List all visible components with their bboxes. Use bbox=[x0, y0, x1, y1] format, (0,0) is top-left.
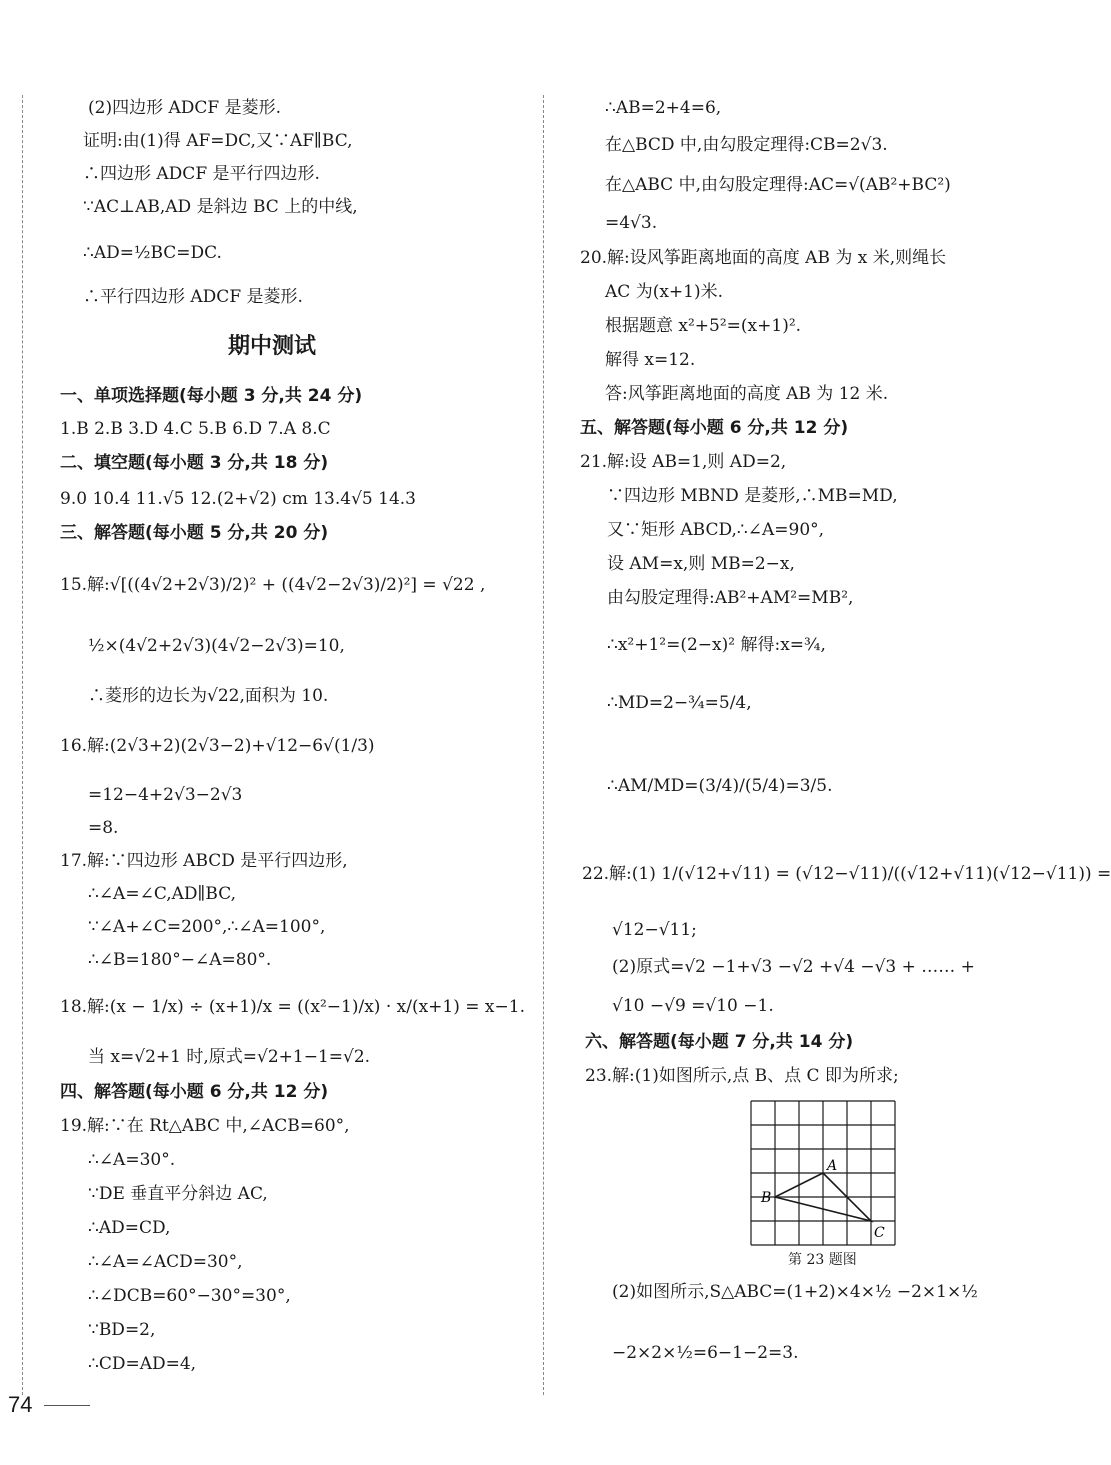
q21-line-6: ∴x²+1²=(2−x)² 解得:x=¾, bbox=[607, 635, 826, 655]
q19-line-1: 19.解:∵在 Rt△ABC 中,∠ACB=60°, bbox=[60, 1116, 350, 1136]
section-6-heading: 六、解答题(每小题 7 分,共 14 分) bbox=[585, 1032, 854, 1052]
section-5-heading: 五、解答题(每小题 6 分,共 12 分) bbox=[580, 418, 849, 438]
q21-line-8: ∴AM/MD=(3/4)/(5/4)=3/5. bbox=[607, 776, 833, 796]
q18-line-1: 18.解:(x − 1/x) ÷ (x+1)/x = ((x²−1)/x) · x/(x+1) = x−1. bbox=[60, 997, 525, 1017]
section-4-heading: 四、解答题(每小题 6 分,共 12 分) bbox=[60, 1082, 329, 1102]
q20-line-5: 答:风筝距离地面的高度 AB 为 12 米. bbox=[605, 384, 889, 404]
left-line-5: ∴AD=½BC=DC. bbox=[83, 243, 222, 263]
q21-line-5: 由勾股定理得:AB²+AM²=MB², bbox=[607, 588, 854, 608]
q19-line-2: ∴∠A=30°. bbox=[88, 1150, 176, 1170]
q17-line-2: ∴∠A=∠C,AD∥BC, bbox=[88, 884, 237, 904]
q15-line-3: ∴菱形的边长为√22,面积为 10. bbox=[88, 686, 329, 706]
left-line-1: (2)四边形 ADCF 是菱形. bbox=[88, 98, 282, 118]
q16-line-2: =12−4+2√3−2√3 bbox=[88, 785, 243, 805]
q20-line-2: AC 为(x+1)米. bbox=[605, 282, 724, 302]
q22-line-2: √12−√11; bbox=[612, 920, 697, 940]
q23-line-1: 23.解:(1)如图所示,点 B、点 C 即为所求; bbox=[585, 1066, 899, 1086]
section-2-answers: 9.0 10.4 11.√5 12.(2+√2) cm 13.4√5 14.3 bbox=[60, 489, 416, 509]
figure-caption: 第 23 题图 bbox=[788, 1252, 857, 1268]
right-line-1: ∴AB=2+4=6, bbox=[605, 98, 722, 118]
q19-line-8: ∴CD=AD=4, bbox=[88, 1354, 197, 1374]
q21-line-7: ∴MD=2−¾=5/4, bbox=[607, 693, 752, 713]
q19-line-3: ∵DE 垂直平分斜边 AC, bbox=[88, 1184, 268, 1204]
left-line-4: ∵AC⊥AB,AD 是斜边 BC 上的中线, bbox=[83, 197, 358, 217]
q19-line-7: ∵BD=2, bbox=[88, 1320, 156, 1340]
q20-line-4: 解得 x=12. bbox=[605, 350, 696, 370]
q22-line-1: 22.解:(1) 1/(√12+√11) = (√12−√11)/((√12+√11)(√12−√11)) = bbox=[582, 864, 1111, 884]
right-line-4: =4√3. bbox=[605, 213, 658, 233]
q19-line-6: ∴∠DCB=60°−30°=30°, bbox=[88, 1286, 291, 1306]
page-number-rule bbox=[44, 1405, 90, 1406]
q23-line-2: (2)如图所示,S△ABC=(1+2)×4×½ −2×1×½ bbox=[612, 1282, 978, 1302]
left-line-2: 证明:由(1)得 AF=DC,又∵AF∥BC, bbox=[83, 131, 353, 151]
q21-line-1: 21.解:设 AB=1,则 AD=2, bbox=[580, 452, 787, 472]
q15-line-1: 15.解:√[((4√2+2√3)/2)² + ((4√2−2√3)/2)²] = √22 , bbox=[60, 575, 486, 595]
label-a: A bbox=[827, 1158, 838, 1174]
column-divider-center bbox=[543, 95, 544, 1395]
q16-line-1: 16.解:(2√3+2)(2√3−2)+√12−6√(1/3) bbox=[60, 736, 375, 756]
q22-line-4: √10 −√9 =√10 −1. bbox=[612, 996, 774, 1016]
right-line-2: 在△BCD 中,由勾股定理得:CB=2√3. bbox=[605, 135, 888, 155]
q17-line-3: ∵∠A+∠C=200°,∴∠A=100°, bbox=[88, 917, 326, 937]
q23-grid-figure bbox=[748, 1098, 898, 1248]
column-divider-left bbox=[22, 95, 23, 1395]
q19-line-5: ∴∠A=∠ACD=30°, bbox=[88, 1252, 243, 1272]
right-line-3: 在△ABC 中,由勾股定理得:AC=√(AB²+BC²) bbox=[605, 175, 951, 195]
page-number: 74 bbox=[8, 1392, 33, 1417]
q21-line-3: 又∵矩形 ABCD,∴∠A=90°, bbox=[607, 520, 825, 540]
section-1-heading: 一、单项选择题(每小题 3 分,共 24 分) bbox=[60, 386, 363, 406]
section-title: 期中测试 bbox=[228, 334, 317, 359]
q17-line-1: 17.解:∵四边形 ABCD 是平行四边形, bbox=[60, 851, 348, 871]
q19-line-4: ∴AD=CD, bbox=[88, 1218, 171, 1238]
q22-line-3: (2)原式=√2 −1+√3 −√2 +√4 −√3 + …… + bbox=[612, 957, 975, 977]
left-line-3: ∴四边形 ADCF 是平行四边形. bbox=[83, 164, 320, 184]
section-3-heading: 三、解答题(每小题 5 分,共 20 分) bbox=[60, 523, 329, 543]
q20-line-3: 根据题意 x²+5²=(x+1)². bbox=[605, 316, 802, 336]
q21-line-2: ∵四边形 MBND 是菱形,∴MB=MD, bbox=[607, 486, 898, 506]
section-2-heading: 二、填空题(每小题 3 分,共 18 分) bbox=[60, 453, 329, 473]
q23-line-3: −2×2×½=6−1−2=3. bbox=[612, 1343, 799, 1363]
q18-line-2: 当 x=√2+1 时,原式=√2+1−1=√2. bbox=[88, 1047, 371, 1067]
q15-line-2: ½×(4√2+2√3)(4√2−2√3)=10, bbox=[88, 636, 345, 656]
q20-line-1: 20.解:设风筝距离地面的高度 AB 为 x 米,则绳长 bbox=[580, 248, 947, 268]
label-b: B bbox=[761, 1190, 772, 1206]
label-c: C bbox=[874, 1225, 885, 1241]
left-line-6: ∴平行四边形 ADCF 是菱形. bbox=[83, 287, 303, 307]
q17-line-4: ∴∠B=180°−∠A=80°. bbox=[88, 950, 272, 970]
q21-line-4: 设 AM=x,则 MB=2−x, bbox=[607, 554, 795, 574]
q16-line-3: =8. bbox=[88, 818, 119, 838]
section-1-answers: 1.B 2.B 3.D 4.C 5.B 6.D 7.A 8.C bbox=[60, 419, 331, 439]
